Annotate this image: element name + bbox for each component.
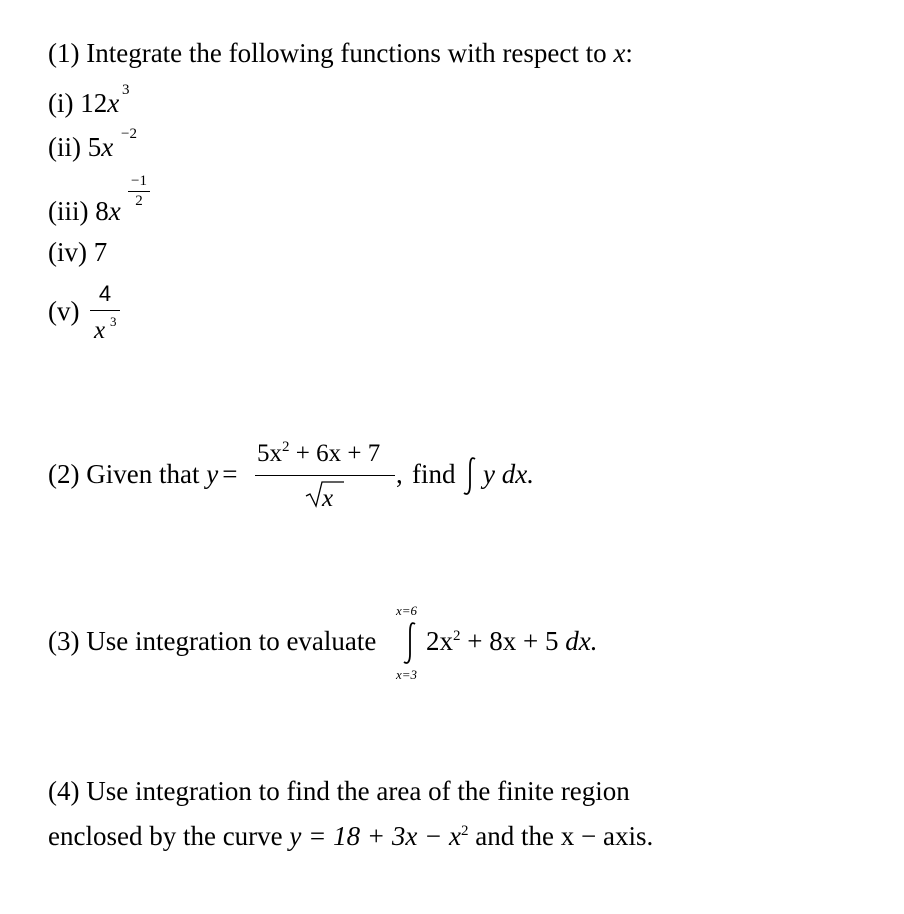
q2-prefix: (2) Given that y = <box>48 459 238 489</box>
q1-part-iii-exponent-denominator: 2 <box>135 193 143 209</box>
q4-line2: enclosed by the curve $y = 18 + 3x - x^2$ and the x − axis. <box>48 821 654 851</box>
q2-fraction-bar <box>255 475 395 476</box>
q2-integrand: y dx. <box>483 459 534 489</box>
q1-var: x <box>613 38 626 68</box>
q1-part-v-fraction-bar <box>90 310 120 311</box>
q1-part-iii-exponent-numerator: −1 <box>131 173 147 189</box>
q1-part-v-denominator-exponent: 3 <box>110 314 117 329</box>
q1-part-v-numerator: 4 <box>98 281 112 306</box>
q2-comma: , <box>396 459 403 489</box>
q1-part-v-denominator: x <box>94 317 106 344</box>
q3-integral-sign <box>402 620 418 666</box>
q4-line1: (4) Use integration to find the area of the finite region <box>48 776 630 806</box>
q3-text: (3) Use integration to evaluate <box>48 626 377 656</box>
q2-denominator-var: x <box>322 485 334 512</box>
q2-numerator: $5x^2 + 6x + 7$ <box>257 439 381 467</box>
q2-integral-sign <box>462 455 478 497</box>
q1-part-i: (i) 12x <box>48 88 120 118</box>
q2-find: find <box>412 459 456 489</box>
q1-heading: (1) Integrate the following functions with respect to x: <box>48 38 633 68</box>
q1-part-iv: (iv) 7 <box>48 237 108 267</box>
q3-upper-limit: x=6 <box>396 603 418 618</box>
q1-part-iii-exponent-bar <box>128 191 150 192</box>
q3-integrand: $2x^2 + 8x + 5$ dx. <box>426 626 598 656</box>
q1-part-iii: (iii) 8x <box>48 196 121 226</box>
q3-lower-limit: x=3 <box>396 667 418 682</box>
q1-part-i-exponent: 3 <box>122 82 130 98</box>
q1-part-v-label: (v) <box>48 296 80 326</box>
q1-part-ii-exponent: −2 <box>121 126 137 142</box>
q4-curve: y = 18 + 3x − x <box>289 821 462 851</box>
q1-part-ii: (ii) 5x <box>48 132 114 162</box>
